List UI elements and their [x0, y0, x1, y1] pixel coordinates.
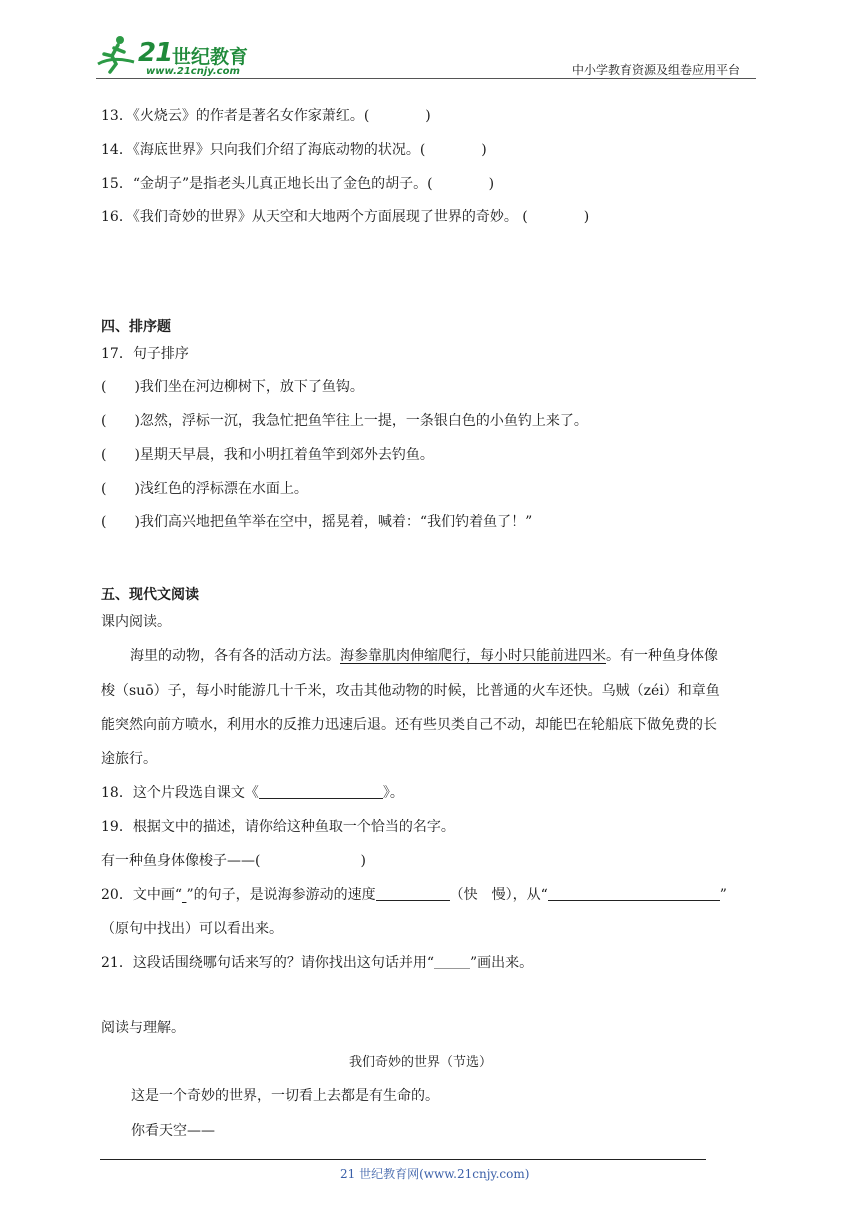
- answer-blank-sentence[interactable]: [548, 886, 720, 901]
- question-14: 14．《海底世界》只向我们介绍了海底动物的状况。( ): [101, 142, 487, 158]
- question-15: 15．“金胡子”是指老头儿真正地长出了金色的胡子。( ): [101, 176, 495, 192]
- question-text: ”的句子，是说海参游动的速度: [186, 887, 376, 903]
- question-21: [101, 954, 533, 972]
- answer-blank-speed[interactable]: [376, 886, 450, 901]
- question-text: （快 慢），从“: [449, 887, 548, 903]
- underlined-sentence: 海参靠肌肉伸缩爬行，每小时只能前进四米: [340, 648, 606, 664]
- sort-item-4: ( )浅红色的浮标漂在水面上。: [101, 481, 308, 497]
- question-text: 20．文中画“: [101, 887, 182, 903]
- passage-line-1: [130, 647, 718, 665]
- platform-name: 中小学教育资源及组卷应用平台: [572, 63, 741, 77]
- passage-line-2: 梭（suō）子，每小时能游几十千米，攻击其他动物的时候，比普通的火车还快。乌贼（zéi）和章鱼: [101, 683, 720, 699]
- sort-item-1: ( )我们坐在河边柳树下，放下了鱼钩。: [101, 379, 364, 395]
- runner-icon: [94, 34, 138, 76]
- question-text: 》。: [382, 785, 404, 801]
- question-19: 19．根据文中的描述，请你给这种鱼取一个恰当的名字。: [101, 819, 455, 835]
- logo-number: 21: [138, 38, 173, 68]
- question-19-sub: [101, 852, 366, 870]
- logo-url: www.21cnjy.com: [146, 66, 240, 77]
- header-rule: [96, 78, 756, 79]
- reading-2-intro: 阅读与理解。: [101, 1020, 185, 1036]
- footer-rule: [100, 1159, 706, 1160]
- sort-item-2: ( )忽然，浮标一沉，我急忙把鱼竿往上一提，一条银白色的小鱼钓上来了。: [101, 413, 588, 429]
- header-logo: [94, 32, 264, 80]
- question-17: 17．句子排序: [101, 346, 189, 362]
- reading-intro: 课内阅读。: [101, 614, 171, 630]
- reading-2-line-2: 你看天空——: [131, 1123, 215, 1139]
- question-text: 21．这段话围绕哪句话来写的？请你找出这句话并用“: [101, 955, 434, 971]
- passage-text: 海里的动物，各有各的活动方法。: [130, 648, 340, 664]
- section-5-title: 五、现代文阅读: [101, 587, 199, 603]
- passage-text: 。有一种鱼身体像: [606, 648, 718, 664]
- question-text: 有一种鱼身体像梭子——(: [101, 853, 261, 869]
- question-18: [101, 784, 404, 802]
- passage-line-3: 能突然向前方喷水，利用水的反推力迅速后退。还有些贝类自己不动，却能巴在轮船底下做免费的长: [101, 717, 717, 733]
- wavy-line-sample: [434, 956, 470, 969]
- logo-name: 世纪教育: [172, 46, 249, 68]
- question-16: 16．《我们奇妙的世界》从天空和大地两个方面展现了世界的奇妙。 ( ): [101, 209, 590, 225]
- sort-item-5: ( )我们高兴地把鱼竿举在空中，摇晃着，喊着：“我们钓着鱼了！”: [101, 514, 533, 530]
- passage-line-4: 途旅行。: [101, 751, 157, 767]
- question-20-line-2: （原句中找出）可以看出来。: [101, 921, 283, 937]
- sort-item-3: ( )星期天早晨，我和小明扛着鱼竿到郊外去钓鱼。: [101, 447, 434, 463]
- question-text: 18．这个片段选自课文《: [101, 785, 259, 801]
- question-20: [101, 886, 727, 904]
- section-4-title: 四、排序题: [101, 319, 171, 335]
- question-text: ): [360, 853, 366, 869]
- answer-blank[interactable]: [259, 784, 383, 799]
- reading-2-title: 我们奇妙的世界（节选）: [349, 1055, 493, 1070]
- question-text: ”画出来。: [469, 955, 534, 971]
- question-13: 13．《火烧云》的作者是著名女作家萧红。( ): [101, 108, 431, 124]
- footer-text[interactable]: 21 世纪教育网(www.21cnjy.com): [340, 1167, 530, 1181]
- reading-2-line-1: 这是一个奇妙的世界，一切看上去都是有生命的。: [131, 1088, 439, 1104]
- question-text: ”: [719, 887, 727, 903]
